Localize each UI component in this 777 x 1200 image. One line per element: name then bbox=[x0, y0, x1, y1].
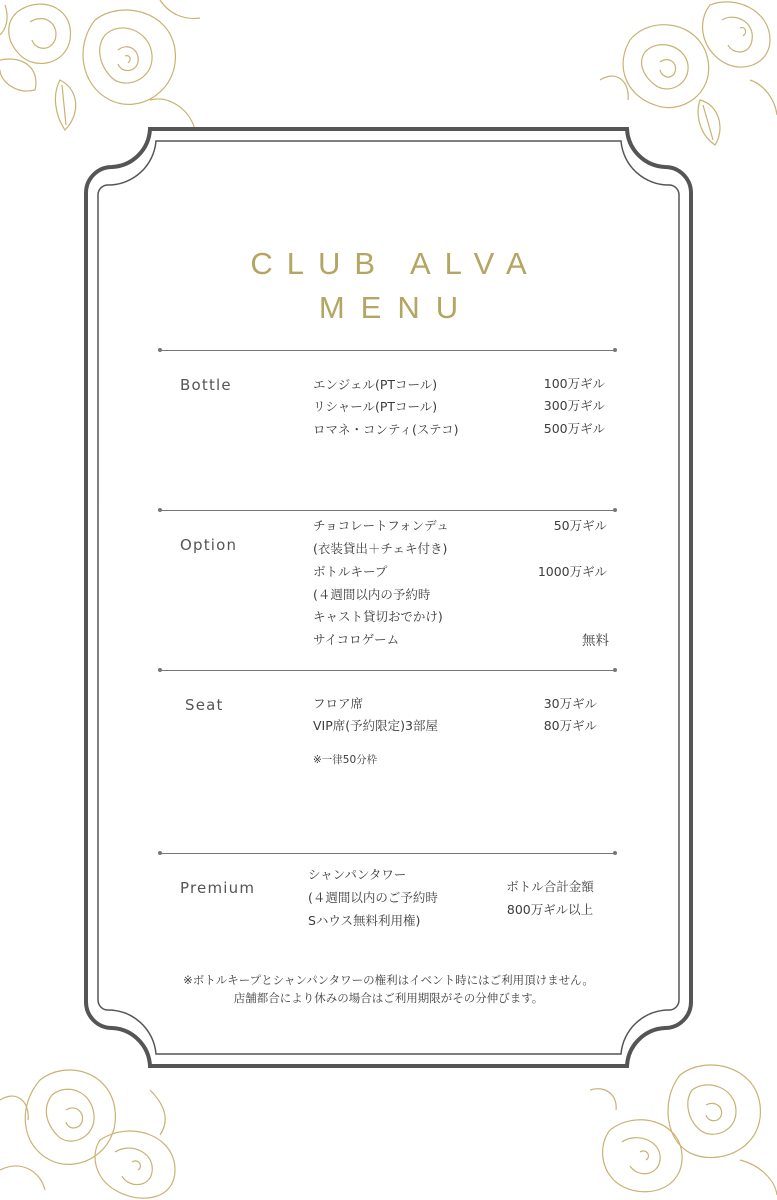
section-label-seat: Seat bbox=[185, 696, 224, 714]
menu-item: チョコレートフォンデュ bbox=[313, 518, 449, 533]
club-title: CLUB ALVA bbox=[250, 246, 541, 281]
menu-item-detail: (４週間以内の予約時 bbox=[313, 587, 431, 602]
menu-item: リシャール(PTコール) bbox=[313, 399, 438, 414]
menu-item: ボトルキープ bbox=[313, 564, 388, 579]
menu-title: MENU bbox=[318, 290, 475, 325]
menu-item: VIP席(予約限定)3部屋 bbox=[313, 718, 438, 733]
menu-item-price: 50万ギル bbox=[553, 518, 607, 533]
rose-decoration-bottom-right bbox=[590, 1060, 777, 1200]
footer-note: ※ボトルキープとシャンパンタワーの権利はイベント時にはご利用頂けません。 bbox=[183, 973, 594, 987]
menu-item: シャンパンタワー bbox=[308, 867, 407, 882]
menu-item: エンジェル(PTコール) bbox=[313, 377, 438, 392]
footer-note: 店舗都合により休みの場合はご利用期限がその分伸びます。 bbox=[233, 991, 544, 1005]
menu-item-detail: キャスト貸切おでかけ) bbox=[313, 609, 443, 624]
menu-item: ロマネ・コンティ(ステコ) bbox=[313, 422, 459, 437]
menu-item-detail: Sハウス無料利用権) bbox=[308, 913, 421, 928]
menu-item-price: 500万ギル bbox=[543, 421, 605, 436]
menu-item-price: 30万ギル bbox=[543, 696, 597, 711]
menu-item-detail: (衣装貸出＋チェキ付き) bbox=[313, 541, 448, 556]
section-divider bbox=[160, 853, 615, 854]
seat-note: ※一律50分枠 bbox=[313, 754, 378, 766]
menu-item-price: 300万ギル bbox=[543, 398, 605, 413]
premium-price-label: ボトル合計金額 bbox=[506, 879, 594, 894]
section-label-premium: Premium bbox=[180, 879, 256, 897]
section-label-option: Option bbox=[180, 536, 238, 554]
menu-item-detail: (４週間以内のご予約時 bbox=[308, 890, 438, 905]
menu-item: サイコロゲーム bbox=[313, 632, 400, 647]
section-divider bbox=[160, 350, 615, 351]
rose-decoration-bottom-left bbox=[0, 1060, 200, 1200]
menu-item-price: 1000万ギル bbox=[537, 564, 607, 579]
menu-item-price: 無料 bbox=[582, 633, 609, 649]
section-label-bottle: Bottle bbox=[180, 376, 232, 394]
section-divider bbox=[160, 670, 615, 671]
menu-item-price: 80万ギル bbox=[543, 718, 597, 733]
rose-decoration-top-left bbox=[0, 0, 200, 140]
section-divider bbox=[160, 510, 615, 511]
premium-price: 800万ギル以上 bbox=[506, 902, 594, 917]
menu-item: フロア席 bbox=[313, 696, 364, 711]
menu-item-price: 100万ギル bbox=[543, 376, 605, 391]
